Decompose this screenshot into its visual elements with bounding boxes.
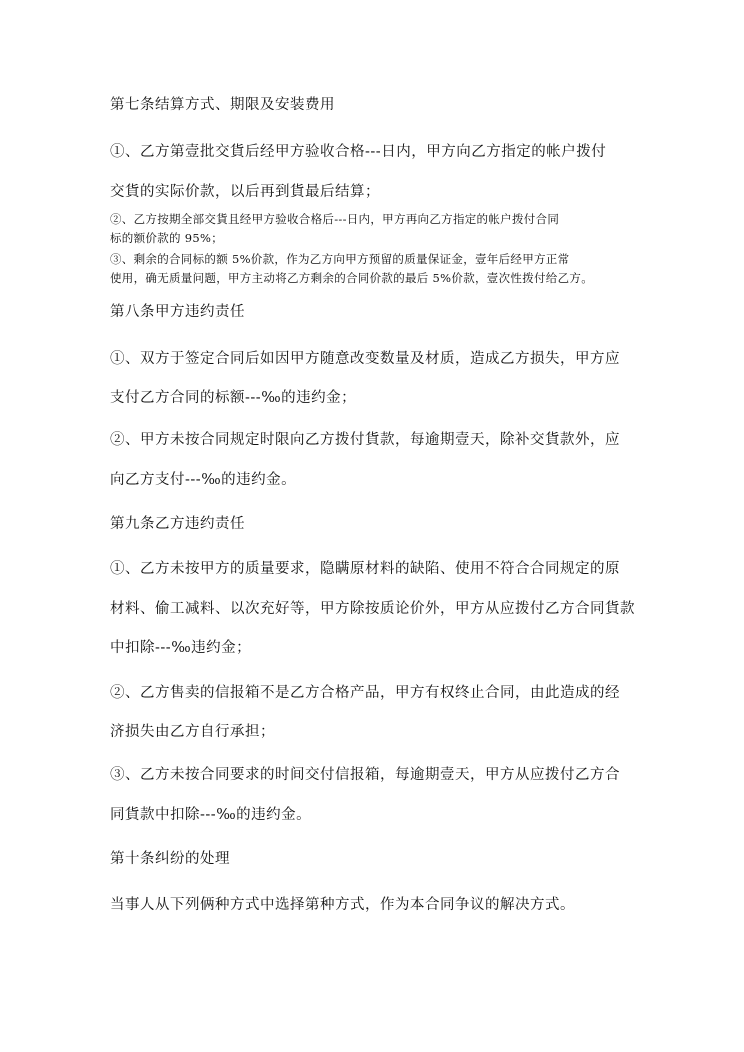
article-10-body: 当事人从下列俩种方式中选择第种方式，作为本合同争议的解决方式。: [110, 897, 575, 913]
article-7-item-2-line-2: 标的额价款的 95%；: [110, 231, 224, 245]
article-7-item-3-line-2: 使用，确无质量问题，甲方主动将乙方剩余的合同价款的最后 5%价款，壹次性拨付给乙方。: [110, 271, 593, 285]
article-7-item-2-line-1: ②、乙方按期全部交貨且经甲方验收合格后---日内，甲方再向乙方指定的帐户拨付合同: [110, 212, 560, 226]
article-7-item-1-line-1: ①、乙方第壹批交貨后经甲方验收合格---日内，甲方向乙方指定的帐户拨付: [110, 144, 607, 160]
article-8-item-2-line-2: 向乙方支付---‰的违约金。: [110, 472, 297, 488]
article-9-item-1-line-3: 中扣除---‰违约金；: [110, 640, 252, 656]
article-9-item-3-line-2: 同貨款中扣除---‰的违约金。: [110, 807, 312, 823]
article-9-item-2-line-2: 济损失由乙方自行承担；: [110, 724, 275, 740]
article-7-item-1-line-2: 交貨的实际价款，以后再到貨最后结算；: [110, 184, 380, 200]
article-8-item-1-line-1: ①、双方于签定合同后如因甲方随意改变数量及材质，造成乙方损失，甲方应: [110, 351, 620, 367]
article-9-item-3-line-1: ③、乙方未按合同要求的时间交付信报箱，每逾期壹天，甲方从应拨付乙方合: [110, 767, 620, 783]
article-9-heading: 第九条乙方违约责任: [110, 516, 245, 532]
article-10-heading: 第十条纠纷的处理: [110, 851, 230, 867]
article-9-item-2-line-1: ②、乙方售卖的信报箱不是乙方合格产品，甲方有权终止合同，由此造成的经: [110, 685, 620, 701]
article-7-heading: 第七条结算方式、期限及安装费用: [110, 97, 335, 113]
article-9-item-1-line-1: ①、乙方未按甲方的质量要求，隐瞒原材料的缺陷、使用不符合合同规定的原: [110, 561, 620, 577]
article-8-item-2-line-1: ②、甲方未按合同规定时限向乙方拨付貨款，每逾期壹天，除补交貨款外，应: [110, 432, 620, 448]
article-8-heading: 第八条甲方违约责任: [110, 304, 245, 320]
article-7-item-3-line-1: ③、剩余的合同标的额 5%价款，作为乙方向甲方预留的质量保证金，壹年后经甲方正常: [110, 252, 570, 266]
article-8-item-1-line-2: 支付乙方合同的标额---‰的违约金；: [110, 390, 357, 406]
article-9-item-1-line-2: 材料、偷工减料、以次充好等，甲方除按质论价外，甲方从应拨付乙方合同貨款: [110, 601, 635, 617]
